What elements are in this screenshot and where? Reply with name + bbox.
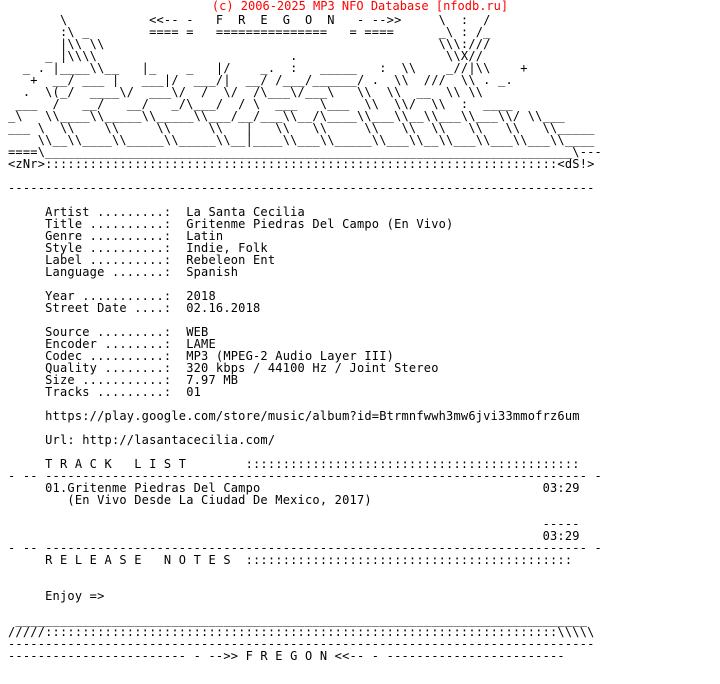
nfo-text: \ <<-- - F R E G O N - -->> \ : / :\ _ ==== = =============== = ==== _\ : /_ |\\ \\ \\\:/// _ |\\\\ . \\X// _ . |____\\__ |_ _ |/ _. : _____ : \\ _//|\\ + + __/ ___ | ___|/ ___/| __/ /___/______/ . \\ /// \\ . _. . \(_/ ____\/ ___\/ / \/ /\___\/___\ \\ \\ __ \\ \\ ___ / __/ __/ _/\___/ / \ ___ \___ \\ \\/ \\ : ____ _\ \\____\\_____\\_____\\___/__/___\\__/\____\\___\\__\\___\\___\\/ \\___ ___ \ \\ \\ \\ \\ | \\ \\ \\ \\ \\ \\ \\ \\_____ \\__\\____\\_____\\_____\\__|____\\___\\_____\\___\\__\\___\\___\\___\\____ ====\_______________________________________________________________________\--- <zNr>:::::::::::::::::::::::::::::::::::::::::::::::::::::::::::::::::::::<dS!> ------------------------------------------------------------------------------- Artist .........: La Santa Cecilia Title ..........: Gritenme Piedras Del Campo (En Vivo) Genre ..........: Latin Style ..........: Indie, Folk Label ..........: Rebeleon Ent Language .......: Spanish Year ...........: 2018 Street Date ....: 02.16.2018 Source .........: WEB Encoder ........: LAME Codec ..........: MP3 (MPEG-2 Audio Layer III) Quality ........: 320 kbps / 44100 Hz / Joint Stereo Size ...........: 7.97 MB Tracks .........: 01 https://play.google.com/store/music/album?id=Btrmnfwwh3mw6jvi33mmofrz6um Url: http://lasantacecilia.com/ T R A C K L I S T ::::::::::::::::::::::::::::::::::::::::::::: - -- ------------------------------------------------------------------------- - 01.Gritenme Piedras Del Campo 03:29 (En Vivo Desde La Ciudad De Mexico, 2017) ----- 03:29 - -- ------------------------------------------------------------------------- - R E L E A S E N O T E S :::::::::::::::::::::::::::::::::::::::::::: Enjoy => _____________________________________________________________________________ /////:::::::::::::::::::::::::::::::::::::::::::::::::::::::::::::::::::::\\\\\ ------------------------------------------------------------------------------- ------------------------ - -->> F R E G O N <<-- - ------------------------ [8, 13, 602, 663]
site-header: (c) 2006-2025 MP3 NFO Database [nfodb.ru] [211, 0, 509, 13]
